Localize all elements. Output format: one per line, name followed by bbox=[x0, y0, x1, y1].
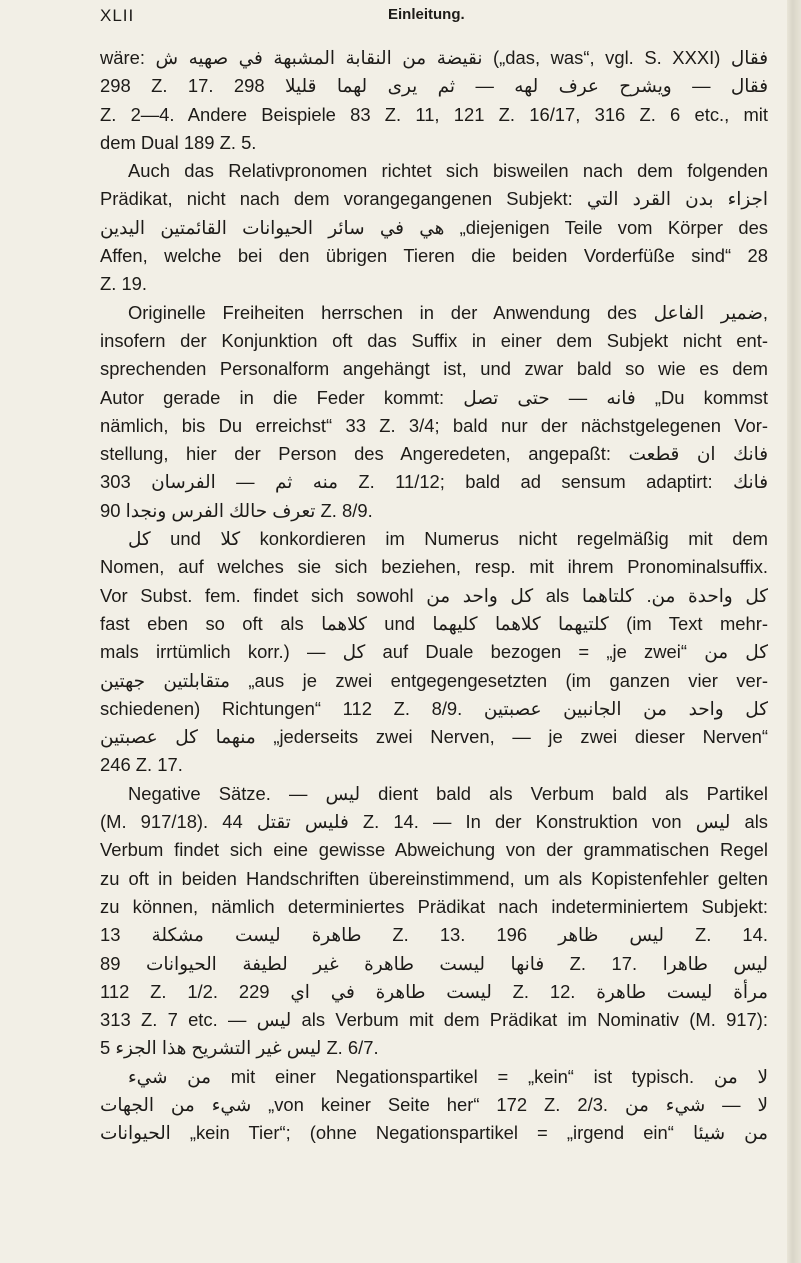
text-line: 246 Z. 17. bbox=[100, 754, 183, 776]
page-edge bbox=[787, 0, 801, 1263]
text-line: Negative Sätze. — ليس dient bald als Verbum bald als Partikel bbox=[128, 782, 768, 804]
text-line: فانها ليست طاهرة غير لطيفة الحيوانات 89 Z. 17. ليس طاهرا bbox=[100, 952, 768, 974]
text-line: fast eben so oft als كلاهما und كلتيهما كلاهما كليهما (im Text mehr- bbox=[100, 612, 768, 634]
text-line: منهما كل عصبتين „jederseits zwei Nerven, — je zwei dieser Nerven“ bbox=[100, 726, 768, 748]
text-line: طاهرة ليست مشكلة 13 Z. 13. ليس ظاهر 196 Z. 14. bbox=[100, 924, 768, 946]
text-line: Z. 19. bbox=[100, 273, 148, 295]
text-line: Autor gerade in die Feder kommt: فانه — حتى تصل „Du kommst bbox=[100, 386, 768, 408]
text-line: 112 Z. 1/2. ليست طاهرة في اي 229 Z. 12. مرأة ليست طاهرة bbox=[100, 980, 768, 1002]
text-line: Vor Subst. fem. findet sich sowohl كل واحد من als كل واحدة من. كلتاهما bbox=[100, 584, 768, 606]
text-line: sprechenden Personalform angehängt ist, und zwar bald so wie es dem bbox=[100, 358, 768, 380]
text-line: متقابلتين جهتين „aus je zwei entgegengesetzten (im ganzen vier ver- bbox=[100, 669, 768, 691]
text-line: zu oft in beiden Handschriften übereinstimmend, um als Kopistenfehler gelten bbox=[100, 867, 768, 889]
running-head: Einleitung. bbox=[388, 6, 465, 23]
text-line: wäre: نقيضة من النقابة المشبهة في صهيه ش („das, was“, vgl. S. XXXI) فقال bbox=[100, 47, 768, 68]
page-number: XLII bbox=[100, 6, 135, 25]
text-line: (M. 917/18). فليس تقتل 44 Z. 14. — In der Konstruktion von ليس als bbox=[100, 811, 768, 833]
text-line: schiedenen) Richtungen“ 112 Z. 8/9. كل واحد من الجانبين عصبتين bbox=[100, 697, 768, 719]
text-line: Prädikat, nicht nach dem vorangegangenen Subjekt: اجزاء بدن القرد التي bbox=[100, 188, 768, 210]
text-line: 313 Z. 7 etc. — ليس als Verbum mit dem Prädikat im Nominativ (M. 917): bbox=[100, 1009, 768, 1031]
body-text bbox=[100, 44, 768, 1148]
text-line: الحيوانات „kein Tier“; (ohne Negationspartikel = „irgend ein“ من شيئا bbox=[100, 1122, 768, 1144]
text-line: ليس غير التشريح هذا الجزء 5 Z. 6/7. bbox=[100, 1037, 379, 1059]
text-line: Verbum findet sich eine gewisse Abweichung von der grammatischen Regel bbox=[100, 839, 768, 861]
text-line: stellung, hier der Person des Angeredeten, angepaßt: فانك ان قطعت bbox=[100, 443, 768, 465]
text-line: كل und كلا konkordieren im Numerus nicht regelmäßig mit dem bbox=[128, 528, 768, 550]
text-line: nämlich, bis Du erreichst“ 33 Z. 3/4; bald nur der nächstgelegenen Vor- bbox=[100, 414, 768, 436]
text-line: Nomen, auf welches sie sich beziehen, resp. mit ihrem Pronominalsuffix. bbox=[100, 556, 768, 578]
text-line: 298 Z. 17. فقال — ويشرح عرف لهه — ثم يرى لهما قليلا 298 bbox=[100, 75, 768, 97]
text-line: Originelle Freiheiten herrschen in der Anwendung des ضمير الفاعل, bbox=[128, 301, 768, 323]
text-line: منه ثم — الفرسان 303 Z. 11/12; bald ad sensum adaptirt: فانك bbox=[100, 471, 768, 493]
text-line: من شيء mit einer Negationspartikel = „kein“ ist typisch. لا من bbox=[128, 1065, 768, 1087]
page-header bbox=[0, 6, 801, 36]
text-line: Affen, welche bei den übrigen Tieren die beiden Vorderfüße sind“ 28 bbox=[100, 245, 768, 267]
text-line: dem Dual 189 Z. 5. bbox=[100, 131, 257, 153]
text-line: insofern der Konjunktion oft das Suffix in einer dem Subjekt nicht ent- bbox=[100, 329, 768, 351]
text-line: هي في سائر الحيوانات القائمتين اليدين „diejenigen Teile vom Körper des bbox=[100, 216, 768, 238]
text-line: تعرف حالك الفرس ونجدا 90 Z. 8/9. bbox=[100, 499, 373, 521]
text-line: Auch das Relativpronomen richtet sich bisweilen nach dem folgenden bbox=[128, 160, 768, 182]
text-line: mals irrtümlich korr.) — كل auf Duale bezogen = „je zwei“ كل من bbox=[100, 641, 768, 663]
text-line: zu können, nämlich determiniertes Prädikat nach indeterminiertem Subjekt: bbox=[100, 895, 768, 917]
text-line: Z. 2—4. Andere Beispiele 83 Z. 11, 121 Z. 16/17, 316 Z. 6 etc., mit bbox=[100, 103, 768, 125]
text-line: شيء من الجهات „von keiner Seite her“ 172 Z. 2/3. لا — شيء من bbox=[100, 1093, 768, 1115]
